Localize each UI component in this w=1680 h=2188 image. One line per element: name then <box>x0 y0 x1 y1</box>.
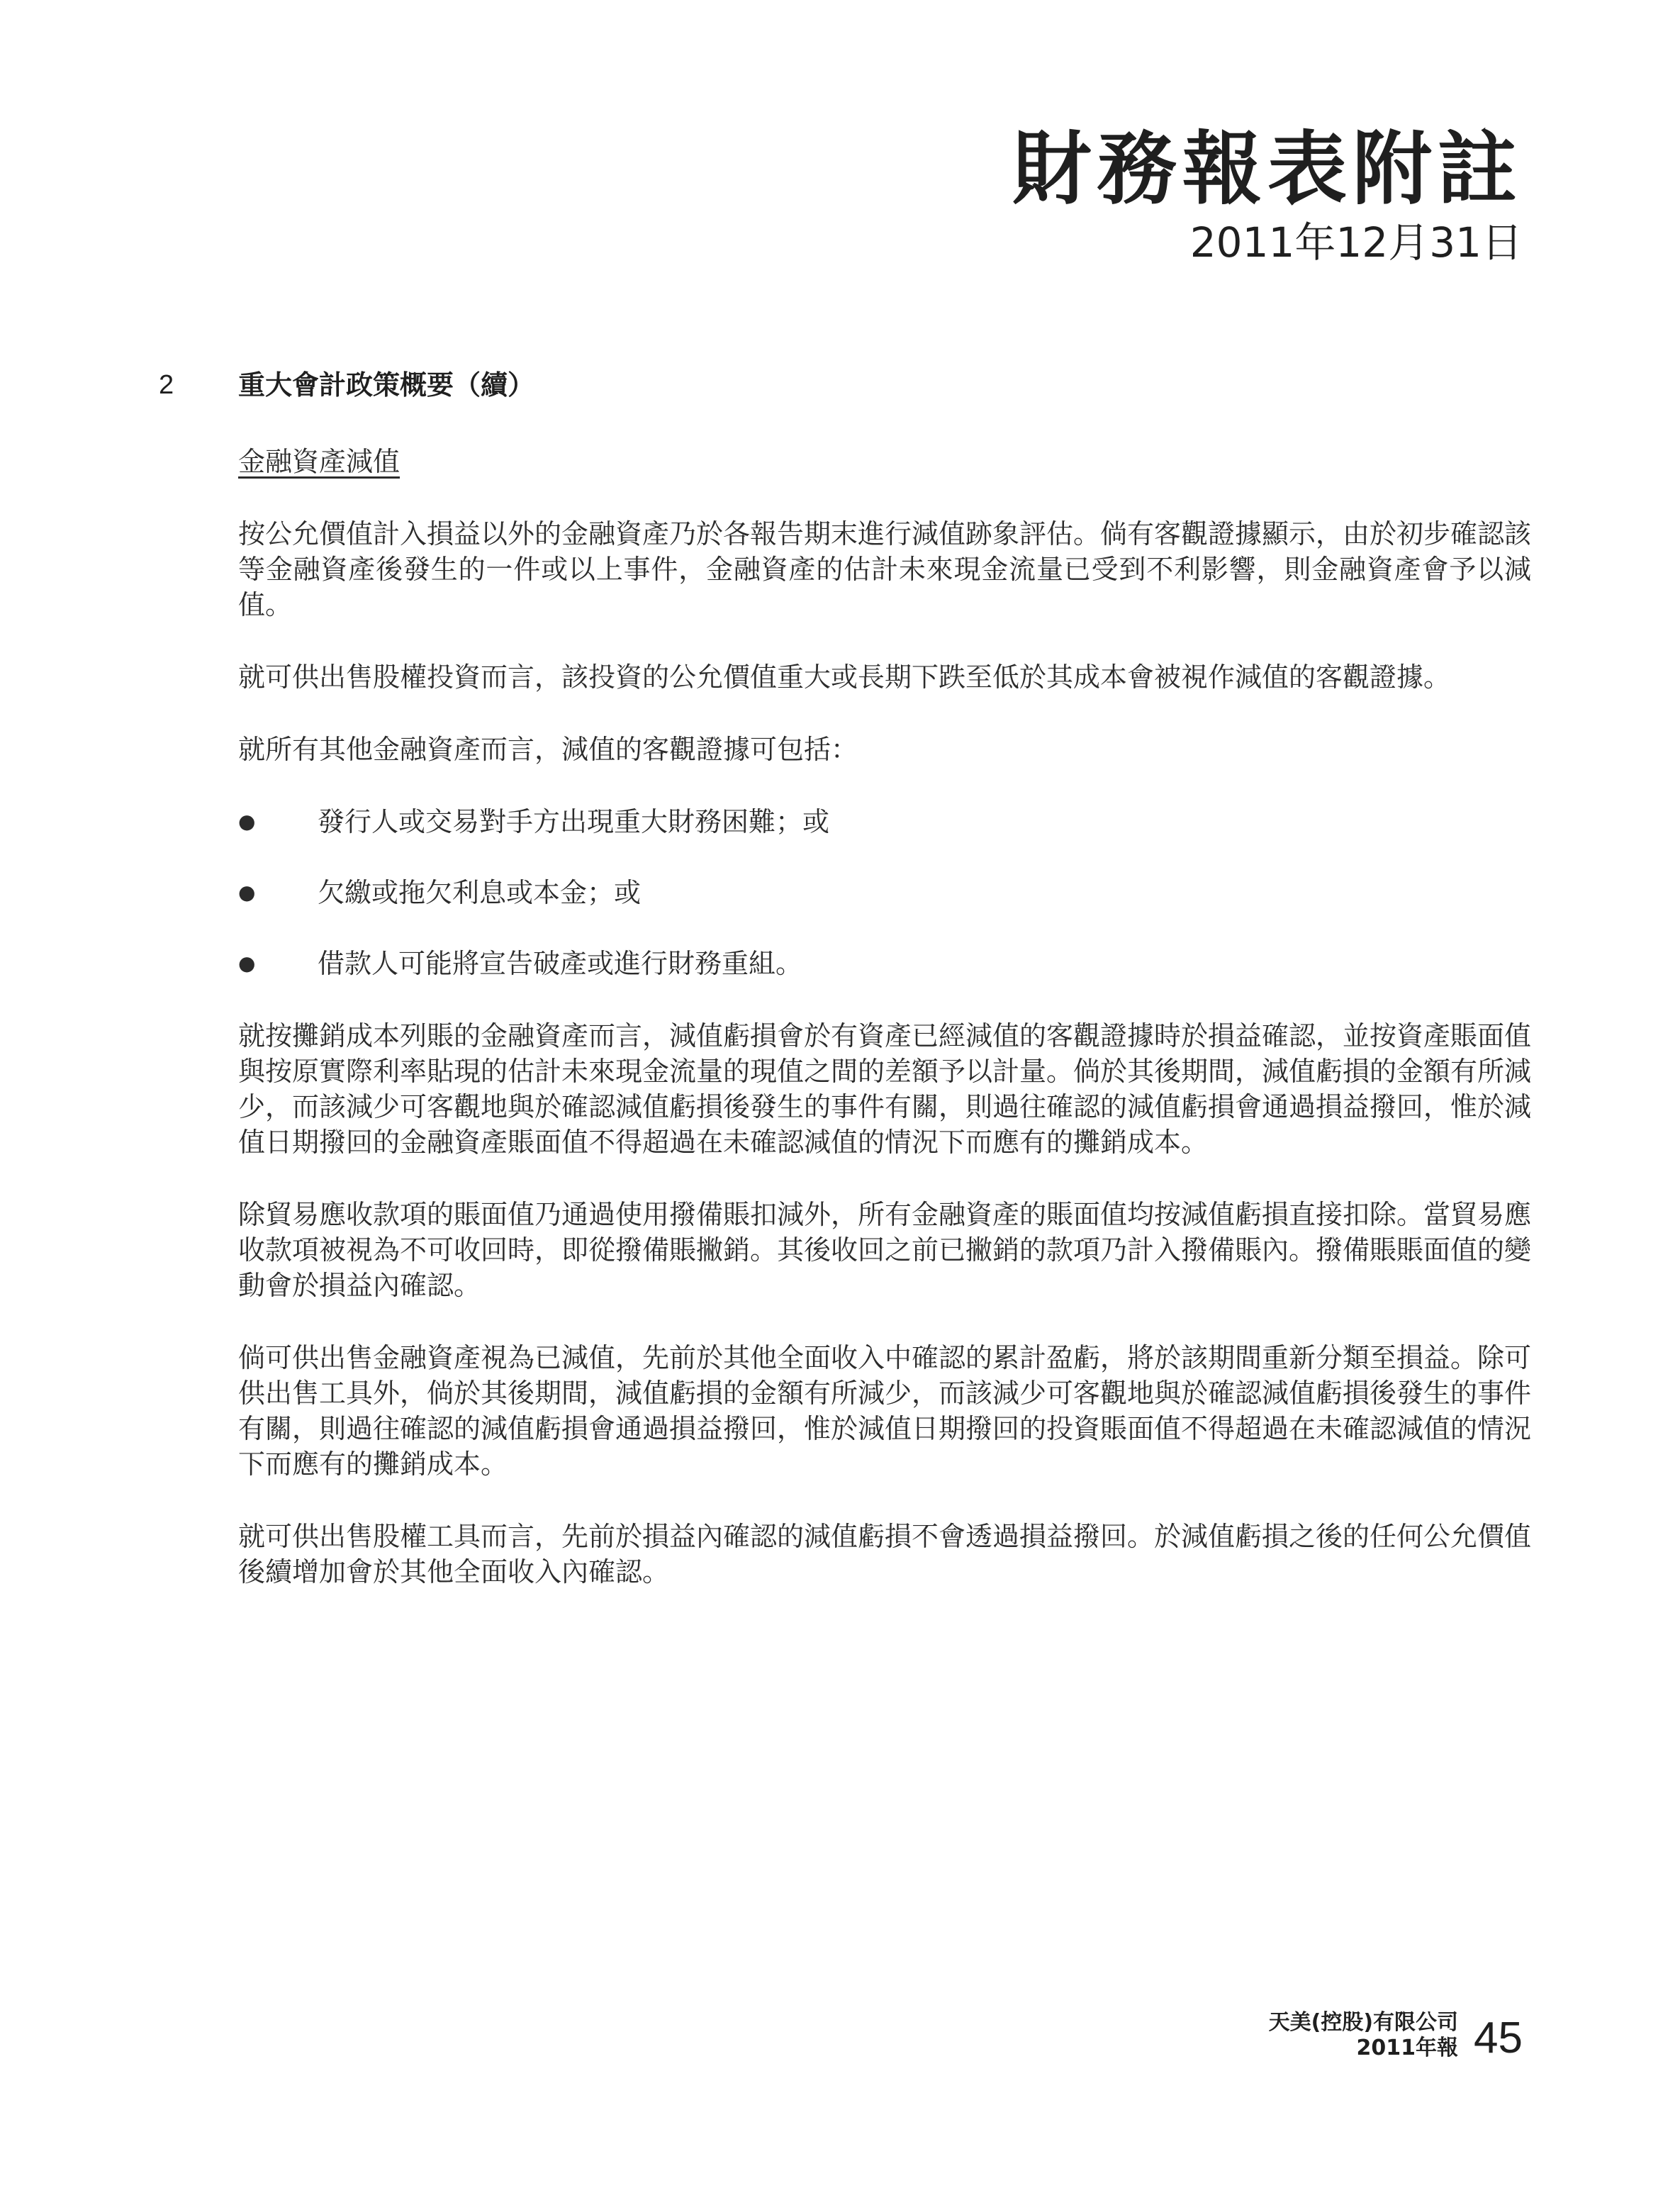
paragraph: 就所有其他金融資產而言，減值的客觀證據可包括： <box>238 734 858 765</box>
list-item <box>238 946 1531 981</box>
section-title: 重大會計政策概要（續） <box>238 369 535 401</box>
subheading: 金融資產減值 <box>238 446 401 477</box>
footer-text <box>1269 2010 1458 2061</box>
main-content <box>159 367 1531 1590</box>
section-heading <box>159 367 1531 403</box>
paragraph: 除貿易應收款項的賬面值乃通過使用撥備賬扣減外，所有金融資產的賬面值均按減值虧損直接扣除。當貿易應收款項被視為不可收回時，即從撥備賬撇銷。其後收回之前已撇銷的款項乃計入撥備賬內。撥備賬賬面值的變動會於損益內確認。 <box>238 1199 1532 1301</box>
page-header <box>1012 124 1523 267</box>
page-number: 45 <box>1474 2014 1523 2063</box>
paragraph: 就可供出售股權工具而言，先前於損益內確認的減值虧損不會透過損益撥回。於減值虧損之後的任何公允價值後續增加會於其他全面收入內確認。 <box>238 1521 1532 1587</box>
bullet-list <box>238 804 1531 981</box>
list-item <box>238 804 1531 839</box>
page-date: 2011年12月31日 <box>1189 218 1523 267</box>
paragraph: 倘可供出售金融資產視為已減值，先前於其他全面收入中確認的累計盈虧，將於該期間重新分類至損益。除可供出售工具外，倘於其後期間，減值虧損的金額有所減少，而該減少可客觀地與於確認減值虧損後發生的事件有關，則過往確認的減值虧損會通過損益撥回，惟於減值日期撥回的投資賬面值不得超過在未確認減值的情況下而應有的攤銷成本。 <box>238 1342 1532 1480</box>
section-body <box>238 444 1531 1590</box>
report-name: 2011年報 <box>1356 2036 1459 2060</box>
section-number: 2 <box>159 370 174 400</box>
paragraph: 按公允價值計入損益以外的金融資產乃於各報告期末進行減值跡象評估。倘有客觀證據顯示，由於初步確認該等金融資產後發生的一件或以上事件，金融資產的估計未來現金流量已受到不利影響，則金融資產會予以減值。 <box>238 518 1532 620</box>
paragraph: 就可供出售股權投資而言，該投資的公允價值重大或長期下跌至低於其成本會被視作減值的客觀證據。 <box>238 662 1451 693</box>
page-title: 財務報表附註 <box>1012 123 1523 216</box>
page-footer <box>1269 2010 1523 2061</box>
list-item-text: 發行人或交易對手方出現重大財務困難；或 <box>318 806 830 837</box>
paragraph: 就按攤銷成本列賬的金融資產而言，減值虧損會於有資產已經減值的客觀證據時於損益確認，並按資產賬面值與按原實際利率貼現的估計未來現金流量的現值之間的差額予以計量。倘於其後期間，減值虧損的金額有所減少，而該減少可客觀地與於確認減值虧損後發生的事件有關，則過往確認的減值虧損會通過損益撥回，惟於減值日期撥回的金融資產賬面值不得超過在未確認減值的情況下而應有的攤銷成本。 <box>238 1020 1532 1158</box>
bullet-icon: ● <box>238 810 256 833</box>
bullet-icon: ● <box>238 881 256 904</box>
list-item-text: 借款人可能將宣告破產或進行財務重組。 <box>318 948 803 979</box>
list-item-text: 欠繳或拖欠利息或本金；或 <box>318 877 642 908</box>
company-name: 天美(控股)有限公司 <box>1268 2010 1459 2035</box>
bullet-icon: ● <box>238 951 256 975</box>
list-item <box>238 875 1531 910</box>
